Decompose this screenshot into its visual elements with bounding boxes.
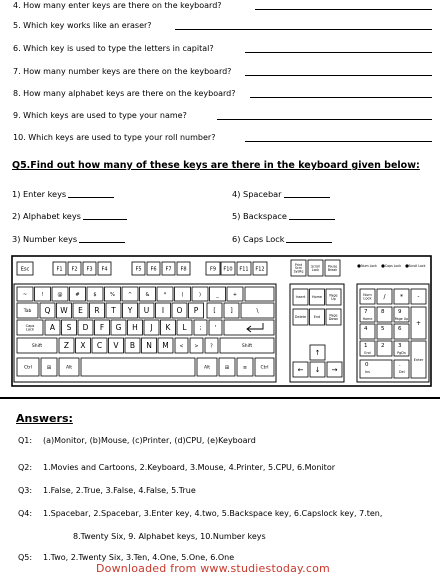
key-numpad [377, 341, 392, 356]
key-label: [ [213, 307, 216, 315]
key-label: C [96, 341, 103, 351]
key-label: ' [214, 324, 217, 332]
key-label: - [417, 293, 420, 301]
key-sublabel: Page Up [394, 317, 409, 321]
count-backspace: 5) Backspace [232, 211, 335, 221]
indicator-label: Scroll Lock [408, 264, 426, 268]
key-label: 1 [364, 343, 368, 349]
key-label: 7 [364, 309, 368, 315]
key-label: End [313, 315, 321, 320]
key-label: 0 [365, 362, 369, 368]
answer-label: Q4: [18, 509, 33, 518]
key-label: A [49, 323, 56, 333]
key-sublabel: Ins [365, 370, 370, 374]
key-label: V [113, 341, 119, 351]
key-label: Caps [25, 323, 35, 328]
key-label: Ctrl [23, 365, 33, 371]
key-label: W [60, 306, 68, 316]
answer-line [18, 486, 196, 495]
key-label: * [163, 291, 167, 298]
indicator-label: Num Lock [361, 264, 377, 268]
key-label: J [150, 323, 153, 333]
key-sublabel: End [364, 351, 371, 355]
key-label: Shift [31, 344, 43, 350]
key-label: Shift [241, 344, 253, 350]
key-label: + [232, 291, 238, 298]
key-label: Page [329, 313, 338, 318]
answer-line [18, 436, 256, 445]
key-label: F7 [165, 266, 172, 273]
key-label: Insert [295, 295, 306, 300]
key-label: F6 [150, 266, 157, 273]
key-spacebar [81, 358, 195, 376]
key-label: ↓ [314, 365, 321, 374]
key-label: Alt [65, 365, 73, 371]
key-label: Scroll [311, 264, 320, 269]
answer-text: 1.Movies and Cartoons, 2.Keyboard, 3.Mouse, 4.Printer, 5.CPU, 6.Monitor [43, 463, 335, 472]
key-label: $ [93, 291, 97, 298]
key-label: 9 [398, 309, 402, 315]
key-backspace [245, 287, 274, 301]
answers-title: Answers: [16, 412, 73, 425]
key-label: F2 [71, 266, 78, 273]
key-label: Delete [294, 315, 307, 320]
key-label: ? [210, 343, 213, 350]
key-numpad [360, 324, 375, 339]
answer-text: 1.Spacebar, 2.Spacebar, 3.Enter key, 4.two, 5.Backspace key, 6.Capslock key, 7.ten, [43, 509, 383, 518]
key-label: Up [331, 296, 336, 301]
key-label: 2 [381, 343, 385, 349]
key-label: F3 [86, 266, 93, 273]
key-label: F8 [180, 266, 187, 273]
key-label: B [129, 341, 136, 351]
key-label: Pause [327, 264, 338, 269]
key-label: . [399, 362, 401, 368]
key-label: Break [327, 267, 338, 272]
question-4: 4. How many enter keys are there on the keyboard? [13, 0, 432, 12]
answer-line [18, 553, 234, 562]
footer-download-note: Downloaded from www.studiestoday.com [96, 562, 330, 575]
key-label: E [78, 306, 83, 316]
key-label: ↑ [314, 348, 321, 357]
key-label: 3 [398, 343, 402, 349]
question-9: 9. Which keys are used to type your name? [13, 110, 432, 122]
key-label: Print [294, 262, 303, 267]
answer-line [48, 532, 266, 541]
key-label: Tab [23, 309, 32, 315]
question-8: 8. How many alphabet keys are there on the keyboard? [13, 88, 432, 100]
answer-text: 1.False, 2.True, 3.False, 4.False, 5.True [43, 486, 196, 495]
key-label: ) [199, 291, 201, 298]
key-label: H [132, 323, 138, 333]
key-label: ( [181, 291, 184, 298]
key-sublabel: Home [362, 317, 373, 321]
key-label: Z [63, 341, 70, 351]
question-6: 6. Which key is used to type the letters in capital? [13, 43, 432, 55]
key-label: SysRq [293, 269, 304, 274]
key-label: S [66, 323, 72, 333]
key-numpad [377, 324, 392, 339]
key-label: / [383, 293, 386, 301]
key-label: Lock [25, 327, 35, 332]
indicator-label: Caps Lock [384, 264, 402, 268]
key-label: T [111, 306, 116, 316]
answer-text: (a)Monitor, (b)Mouse, (c)Printer, (d)CPU, (e)Keyboard [43, 436, 256, 445]
key-sublabel: Del [399, 370, 405, 374]
key-label: > [194, 343, 199, 350]
key-label: + [415, 320, 422, 328]
key-label: 4 [364, 326, 368, 332]
key-label: Lock [363, 296, 372, 301]
key-sublabel: PgDn [397, 351, 406, 355]
key-label: F1 [56, 266, 63, 273]
key-label: Home [311, 295, 323, 300]
question-5: 5. Which key works like an eraser? [13, 20, 432, 32]
key-label: U [143, 306, 150, 316]
key-label: O [176, 306, 183, 316]
key-label: 8 [381, 309, 385, 315]
key-label: ≡ [242, 364, 248, 371]
count-alphabet: 2) Alphabet keys [12, 211, 127, 221]
key-numpad-dot [394, 360, 409, 378]
key-label: Page [329, 293, 338, 298]
answer-line [18, 509, 382, 518]
key-label: F4 [101, 266, 108, 273]
key-label: _ [216, 291, 219, 298]
key-label: → [331, 365, 338, 374]
key-label: # [75, 291, 80, 298]
key-label: * [400, 293, 403, 301]
key-label: F11 [239, 266, 249, 273]
key-label: ← [297, 365, 304, 374]
key-label: Num [363, 292, 372, 297]
question-7: 7. How many number keys are there on the keyboard? [13, 66, 432, 78]
key-label: ~ [22, 291, 28, 298]
answer-label: Q5: [18, 553, 33, 562]
key-label: Q [44, 306, 51, 316]
key-label: Lock [311, 267, 320, 272]
key-label: Scrn [294, 266, 303, 271]
key-label: < [179, 343, 184, 350]
key-label: I [161, 306, 165, 316]
key-label: & [145, 291, 150, 298]
key-label: K [165, 323, 171, 333]
key-label: % [110, 291, 115, 298]
key-label: ; [199, 324, 202, 332]
answer-text: 1.Two, 2.Twenty Six, 3.Ten, 4.One, 5.One, 6.One [43, 553, 235, 562]
key-label: 5 [381, 326, 385, 332]
count-spacebar: 4) Spacebar [232, 189, 330, 199]
key-label: 6 [398, 326, 402, 332]
key-label: Ctrl [260, 365, 269, 371]
key-label: ! [41, 291, 44, 298]
count-capslock: 6) Caps Lock [232, 234, 332, 244]
key-label: F [99, 323, 105, 333]
key-label: Down [328, 316, 339, 321]
answer-line [18, 463, 335, 472]
key-label: F9 [209, 266, 217, 273]
answer-label: Q3: [18, 486, 33, 495]
question-10: 10. Which keys are used to type your roll number? [13, 132, 432, 144]
count-enter: 1) Enter keys [12, 189, 114, 199]
key-label: Enter [413, 357, 424, 362]
key-label: F12 [255, 266, 265, 273]
key-numpad [377, 307, 392, 322]
answer-text: 8.Twenty Six, 9. Alphabet keys, 10.Number keys [73, 532, 266, 541]
key-label: Alt [203, 365, 211, 371]
key-label: L [182, 323, 187, 333]
key-label: Esc [20, 266, 30, 273]
keyboard-diagram [11, 255, 432, 387]
count-number: 3) Number keys [12, 234, 125, 244]
key-numpad [394, 324, 409, 339]
key-label: ⊞ [224, 364, 230, 371]
key-label: M [162, 341, 169, 351]
key-label: @ [57, 291, 63, 298]
key-label: P [193, 306, 199, 316]
key-label: ] [230, 307, 233, 315]
key-label: \ [256, 307, 259, 315]
key-label: ^ [127, 291, 133, 298]
key-label: ⊞ [46, 364, 52, 371]
key-label: F10 [223, 266, 233, 273]
key-label: N [146, 341, 152, 351]
key-label: R [94, 306, 100, 316]
key-label: X [80, 341, 86, 351]
key-label: G [115, 323, 122, 333]
answer-label: Q1: [18, 436, 33, 445]
key-label: D [82, 323, 89, 333]
key-label: Y [127, 306, 133, 316]
key-label: F5 [135, 266, 142, 273]
answer-label: Q2: [18, 463, 33, 472]
q5-title: Q5.Find out how many of these keys are there in the keyboard given below: [12, 160, 420, 171]
